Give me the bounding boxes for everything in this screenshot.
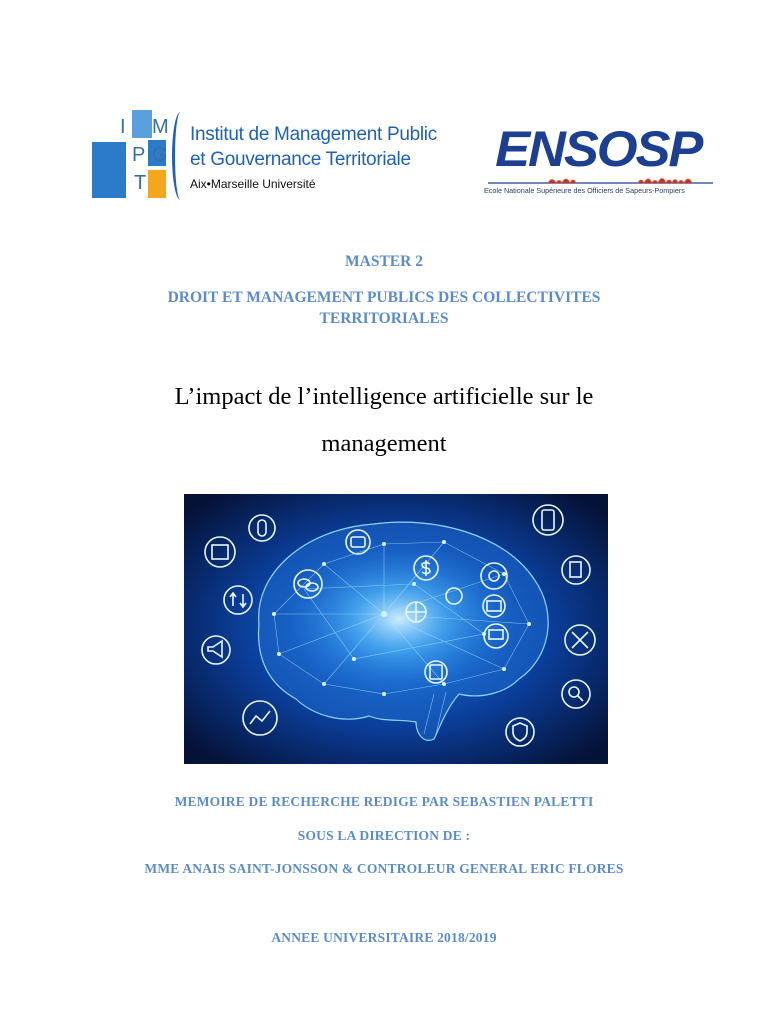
globe-icon [406, 602, 426, 622]
thesis-title-line2: management [321, 430, 447, 457]
impgt-name-line2: et Gouvernance Territoriale [190, 149, 411, 170]
degree-heading: MASTER 2 [345, 253, 423, 270]
thesis-title-line1: L’impact de l’intelligence artificielle sur le [174, 383, 594, 410]
academic-year: ANNEE UNIVERSITAIRE 2018/2019 [271, 930, 497, 945]
ensosp-logo [478, 108, 723, 213]
flames-icon [488, 174, 713, 184]
impgt-letter-t: T [134, 172, 147, 194]
impgt-mosaic [92, 110, 172, 200]
impgt-letter-g: G [152, 144, 168, 166]
memoire-author-line: MEMOIRE DE RECHERCHE REDIGE PAR SEBASTIEN PALETTI [174, 794, 594, 809]
supervisors-line: MME ANAIS SAINT-JONSSON & CONTROLEUR GENERAL ERIC FLORES [144, 861, 624, 876]
impgt-name-line1: Institut de Management Public [190, 124, 437, 145]
ensosp-subtitle: Ecole Nationale Supérieure des Officiers de Sapeurs-Pompiers [484, 186, 685, 195]
program-heading-line2: TERRITORIALES [319, 310, 449, 327]
impgt-letter-p: P [132, 144, 146, 166]
impgt-university: Aix•Marseille Université [190, 177, 316, 191]
impgt-letter-i: I [120, 116, 126, 138]
impgt-letter-m: M [152, 116, 169, 138]
ai-brain-image [184, 494, 608, 764]
ensosp-wordmark: ENSOSP [495, 121, 702, 177]
impgt-bracket [172, 112, 189, 200]
direction-label: SOUS LA DIRECTION DE : [297, 828, 471, 843]
program-heading-line1: DROIT ET MANAGEMENT PUBLICS DES COLLECTIVITES [167, 289, 601, 306]
impgt-logo [92, 110, 437, 205]
